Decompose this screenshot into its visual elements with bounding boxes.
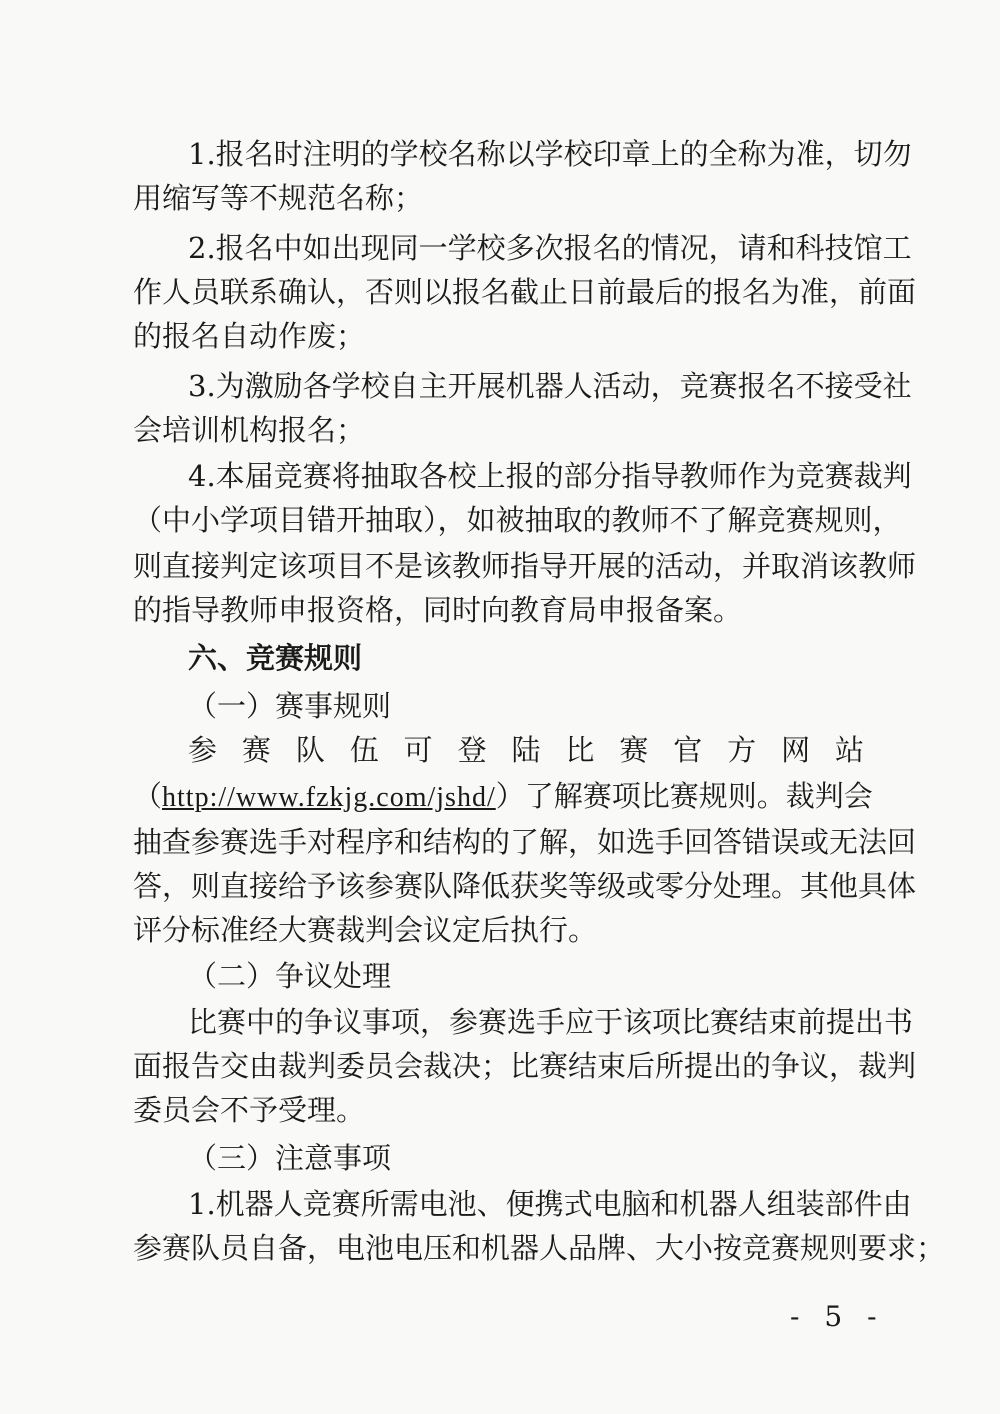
paragraph-2-line-3: 的报名自动作废； [133,319,366,353]
page-number: - 5 - [790,1300,885,1333]
subsection-3-heading: （三）注意事项 [188,1141,392,1175]
paragraph-1-line-1: 1.报名时注明的学校名称以学校印章上的全称为准，切勿 [188,137,912,171]
paragraph-4-line-2: （中小学项目错开抽取），如被抽取的教师不了解竞赛规则， [133,503,902,537]
website-link[interactable]: http://www.fzkjg.com/jshd/ [162,782,496,813]
url-open-paren: （ [133,779,163,813]
url-close-text: ）了解赛项比赛规则。裁判会 [495,779,873,813]
subsection-2-line-1: 比赛中的争议事项，参赛选手应于该项比赛结束前提出书 [188,1005,914,1039]
subsection-1-line-4: 答，则直接给予该参赛队降低获奖等级或零分处理。其他具体 [133,869,917,903]
paragraph-4-line-3: 则直接判定该项目不是该教师指导开展的活动，并取消该教师 [133,549,917,583]
subsection-2-line-3: 委员会不予受理。 [133,1093,366,1127]
subsection-1-line-1: 参赛队伍可登陆比赛官方网站 [188,733,864,767]
paragraph-2-line-2: 作人员联系确认，否则以报名截止日前最后的报名为准，前面 [133,275,917,309]
subsection-1-line-5: 评分标准经大赛裁判会议定后执行。 [133,913,598,947]
subsection-2-line-2: 面报告交由裁判委员会裁决；比赛结束后所提出的争议，裁判 [133,1049,917,1083]
section-heading: 六、竞赛规则 [188,641,363,675]
paragraph-4-line-1: 4.本届竞赛将抽取各校上报的部分指导教师作为竞赛裁判 [188,459,912,493]
paragraph-3-line-1: 3.为激励各学校自主开展机器人活动，竞赛报名不接受社 [188,369,912,403]
subsection-2-heading: （二）争议处理 [188,959,392,993]
subsection-1-line-3: 抽查参赛选手对程序和结构的了解，如选手回答错误或无法回 [133,825,917,859]
subsection-1-line-2 [133,776,873,818]
subsection-1-heading: （一）赛事规则 [188,689,392,723]
paragraph-2-line-1: 2.报名中如出现同一学校多次报名的情况，请和科技馆工 [188,231,912,265]
paragraph-4-line-4: 的指导教师申报资格，同时向教育局申报备案。 [133,593,743,627]
paragraph-3-line-2: 会培训机构报名； [133,413,366,447]
paragraph-1-line-2: 用缩写等不规范名称； [133,181,424,215]
subsection-3-line-2: 参赛队员自备，电池电压和机器人品牌、大小按竞赛规则要求； [133,1231,946,1265]
subsection-3-line-1: 1.机器人竞赛所需电池、便携式电脑和机器人组装部件由 [188,1187,912,1221]
